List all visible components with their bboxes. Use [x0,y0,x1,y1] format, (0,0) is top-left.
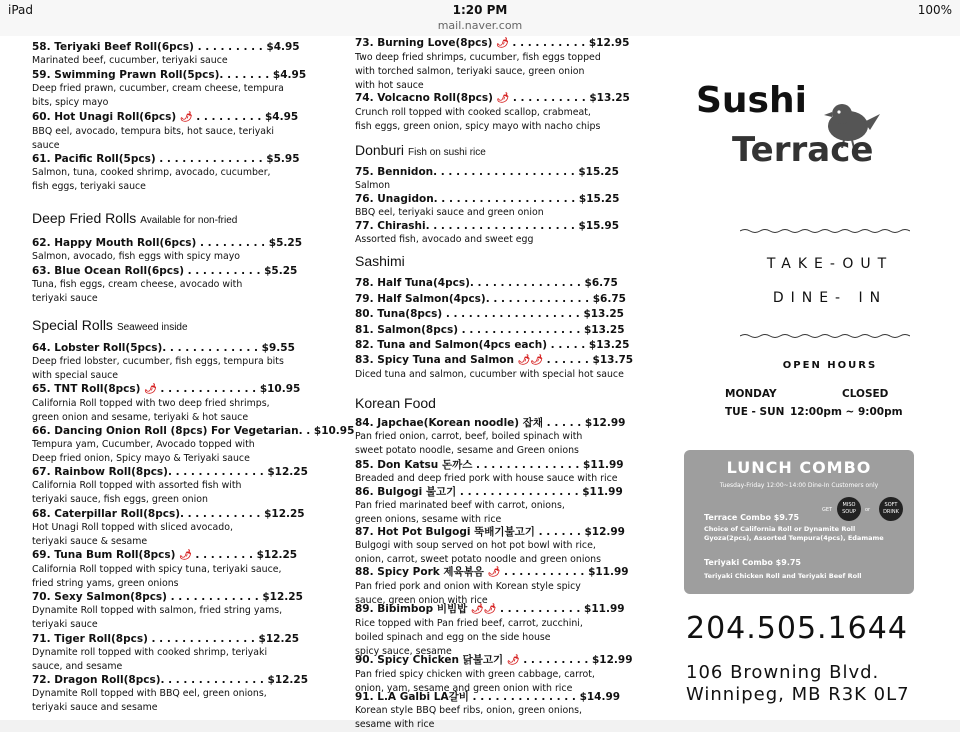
menu-item-title: 74. Volcacno Roll(8pcs) 🌶 . . . . . . . . . . $13.25 [355,92,630,104]
menu-item-title: 77. Chirashi. . . . . . . . . . . . . . . . . . . . $15.95 [355,220,620,232]
menu-item-description: with special sauce [32,370,119,381]
menu-item [355,525,625,567]
menu-item-description: Korean style BBQ beef ribs, onion, green onions, [355,705,583,716]
menu-item-title: 90. Spicy Chicken 닭불고기 🌶 . . . . . . . . . $12.99 [355,654,633,666]
teriyaki-combo-title: Teriyaki Combo $9.75 [704,558,801,567]
menu-item-description: spicy sauce, sesame [355,646,452,657]
menu-item-title: 91. L.A Galbi LA갈비 . . . . . . . . . . . . . . $14.99 [355,691,621,703]
open-hours-title: OPEN HOURS [782,360,878,371]
section-heading [32,317,188,333]
menu-item-description: Dynamite Roll topped with salmon, fried string yams, [32,605,283,616]
menu-item [32,590,303,632]
menu-item-title: 68. Caterpillar Roll(8pcs). . . . . . . . . . . $12.25 [32,508,305,520]
menu-item [32,40,300,68]
menu-item [32,110,298,153]
menu-item-description: Dynamite roll topped with cooked shrimp, teriyaki [32,647,268,658]
menu-item [32,152,300,194]
menu-item [355,192,619,220]
menu-item-description: Assorted fish, avocado and sweet egg [355,234,534,245]
hours-time-monday: CLOSED [842,388,889,400]
dinein-label: DINE- IN [772,290,888,306]
menu-item-description: sauce, green onion with rice [355,595,488,606]
menu-item-description: Crunch roll topped with cooked scallop, crabmeat, [355,107,591,118]
get-label: GET [822,507,833,513]
menu-item-title: 70. Sexy Salmon(8pcs) . . . . . . . . . . . . $12.25 [32,591,303,603]
menu-item [32,465,308,507]
menu-item-title: 79. Half Salmon(4pcs). . . . . . . . . . . . . . $6.75 [355,293,626,305]
logo-text-sushi: Sushi [696,80,807,121]
menu-item-title: 81. Salmon(8pcs) . . . . . . . . . . . . . . . . $13.25 [355,324,625,336]
menu-item-description: California Roll topped with assorted fish with [32,480,242,491]
menu-item-title: 60. Hot Unagi Roll(6pcs) 🌶 . . . . . . . . . $4.95 [32,111,299,123]
menu-item-title: 69. Tuna Bum Roll(8pcs) 🌶 . . . . . . . . $12.25 [32,549,298,561]
menu-item [355,307,624,321]
menu-item-description: Pan fried marinated beef with carrot, onions, [355,500,565,511]
menu-item [355,602,625,659]
section-heading [355,142,486,158]
menu-item-description: BBQ eel, avocado, tempura bits, hot sauce, teriyaki [32,126,275,137]
menu-item-description: fish eggs, green onion, spicy mayo with nacho chips [355,121,601,132]
menu-item-title: 75. Bennidon. . . . . . . . . . . . . . . . . . . $15.25 [355,166,619,178]
menu-item-description: with torched salmon, teriyaki sauce, green onion [355,66,585,77]
menu-item-description: Deep fried prawn, cucumber, cream cheese, tempura [32,83,284,94]
battery-level: 100% [917,3,952,17]
menu-item-title: 66. Dancing Onion Roll (8pcs) For Vegetarian. . $10.95 [32,425,355,437]
section-heading [355,253,409,269]
menu-item-description: Pan fried spicy chicken with green cabbage, carrot, [355,669,595,680]
lunch-combo-title: LUNCH COMBO [726,458,872,477]
menu-item-title: 86. Bulgogi 불고기 . . . . . . . . . . . . . . . . $11.99 [355,486,623,498]
menu-item-title: 65. TNT Roll(8pcs) 🌶 . . . . . . . . . . . . . $10.95 [32,383,301,395]
menu-item-title: 67. Rainbow Roll(8pcs). . . . . . . . . . . . . $12.25 [32,466,308,478]
menu-item-title: 62. Happy Mouth Roll(6pcs) . . . . . . . . . $5.25 [32,237,303,249]
menu-item-title: 87. Hot Pot Bulgogi 뚝배기불고기 . . . . . . $12.99 [355,526,625,538]
menu-item [355,458,624,486]
hours-day-tue-sun: TUE - SUN [725,406,785,418]
menu-item-title: 71. Tiger Roll(8pcs) . . . . . . . . . . . . . . $12.25 [32,633,300,645]
menu-item-description: teriyaki sauce and sesame [32,702,158,713]
menu-item-title: 61. Pacific Roll(5pcs) . . . . . . . . . . . . . . $5.95 [32,153,300,165]
menu-item-description: green onion and sesame, teriyaki & hot sauce [32,412,249,423]
phone-number[interactable]: 204.505.1644 [686,611,908,646]
wave-divider-top [740,228,910,234]
restaurant-info-panel [680,36,960,720]
terrace-combo-title: Terrace Combo $9.75 [704,513,800,522]
menu-item [32,424,354,466]
section-note: Seaweed inside [116,322,188,333]
menu-item-description: Salmon, avocado, fish eggs with spicy mayo [32,251,241,262]
menu-item-description: California Roll topped with two deep fried shrimps, [32,398,270,409]
menu-item-description: Pan fried pork and onion with Korean style spicy [355,581,581,592]
logo-text-terrace: Terrace [732,130,874,170]
menu-item-title: 84. Japchae(Korean noodle) 잡채 . . . . . $12.99 [355,417,626,429]
address-line-1: 106 Browning Blvd. [686,662,880,683]
section-title: Deep Fried Rolls [32,210,137,226]
menu-item-description: Salmon [355,180,391,191]
menu-item [355,91,630,134]
menu-item [355,292,626,306]
device-label: iPad [8,3,34,17]
menu-item-description: Breaded and deep fried pork with house sauce with rice [355,473,618,484]
menu-item-title: 80. Tuna(8pcs) . . . . . . . . . . . . . . . . . . $13.25 [355,308,624,320]
menu-item-description: with hot sauce [355,80,424,91]
menu-item-description: onion, yam, sesame and green onion with rice [355,683,573,694]
menu-item-title: 63. Blue Ocean Roll(6pcs) . . . . . . . . . . $5.25 [32,265,298,277]
menu-item-title: 89. Bibimbop 비빔밥 🌶🌶 . . . . . . . . . . . $11.99 [355,603,625,615]
menu-item-description: Hot Unagi Roll topped with sliced avocado, [32,522,233,533]
menu-item-description: teriyaki sauce, fish eggs, green onion [32,494,208,505]
section-title: Korean Food [355,395,436,411]
menu-item [32,68,306,110]
menu-item-description: California Roll topped with spicy tuna, teriyaki sauce, [32,564,282,575]
section-note: Available for non-fried [140,215,238,226]
menu-item-description: green onions, sesame with rice [355,514,502,525]
menu-item-title: 83. Spicy Tuna and Salmon 🌶🌶 . . . . . . $13.75 [355,354,634,366]
menu-item [355,690,620,732]
menu-item [355,276,618,290]
menu-item-description: Pan fried onion, carrot, beef, boiled spinach with [355,431,583,442]
menu-item-description: Bulgogi with soup served on hot pot bowl with rice, [355,540,596,551]
menu-item [355,36,629,93]
or-label: or [865,507,871,513]
section-title: Sashimi [355,253,405,269]
menu-item-title: 64. Lobster Roll(5pcs). . . . . . . . . . . . . $9.55 [32,342,295,354]
menu-item-description: Tuna, fish eggs, cream cheese, avocado with [32,279,243,290]
menu-item [32,507,305,549]
menu-item-title: 76. Unagidon. . . . . . . . . . . . . . . . . . . $15.25 [355,193,620,205]
address-bar[interactable] [0,18,960,37]
menu-item-description: Deep fried onion, Spicy mayo & Teriyaki sauce [32,453,250,464]
section-heading [32,210,237,226]
menu-item-description: boiled spinach and egg on the side house [355,632,551,643]
menu-item [32,382,300,425]
menu-item-description: teriyaki sauce [32,619,98,630]
menu-item [355,416,625,458]
menu-item [355,485,623,527]
menu-item-description: Marinated beef, cucumber, teriyaki sauce [32,55,228,66]
menu-item-description: onion, carrot, sweet potato noodle and green onions [355,554,602,565]
menu-item-description: BBQ eel, teriyaki sauce and green onion [355,207,544,218]
section-heading [355,395,440,411]
menu-item-description: Tempura yam, Cucumber, Avocado topped with [32,439,255,450]
menu-item [32,632,299,674]
url-text: mail.naver.com [437,19,523,32]
lunch-combo-box [684,450,914,594]
menu-item [355,323,625,337]
menu-item-title: 88. Spicy Pork 제육볶음 🌶 . . . . . . . . . . . $11.99 [355,566,629,578]
menu-item [355,338,629,352]
address-line-2: Winnipeg, MB R3K 0L7 [686,684,910,705]
menu-item-description: Salmon, tuna, cooked shrimp, avocado, cucumber, [32,167,271,178]
menu-item-title: 73. Burning Love(8pcs) 🌶 . . . . . . . . . . $12.95 [355,37,630,49]
menu-item [32,673,308,715]
menu-item-description: teriyaki sauce [32,293,98,304]
section-title: Special Rolls [32,317,113,333]
menu-item [355,219,619,247]
menu-item [355,353,633,382]
terrace-combo-desc-2: Gyoza(2pcs), Assorted Tempura(4pcs), Edamame [704,534,884,542]
teriyaki-combo-desc: Teriyaki Chicken Roll and Teriyaki Beef Roll [704,572,862,580]
menu-item-title: 72. Dragon Roll(8pcs). . . . . . . . . . . . . . $12.25 [32,674,309,686]
menu-item-description: sweet potato noodle, sesame and Green onions [355,445,579,456]
menu-item-description: teriyaki sauce & sesame [32,536,148,547]
menu-item-description: Diced tuna and salmon, cucumber with special hot sauce [355,369,624,380]
hours-time-tue-sun: 12:00pm ~ 9:00pm [790,406,903,418]
menu-item [32,341,295,383]
menu-item-description: sauce [32,140,60,151]
menu-item-title: 85. Don Katsu 돈까스 . . . . . . . . . . . . . . $11.99 [355,459,624,471]
menu-item [32,548,297,591]
menu-item [32,264,297,306]
hours-day-monday: MONDAY [725,388,777,400]
section-note: Fish on sushi rice [408,147,486,158]
menu-item-description: fish eggs, teriyaki sauce [32,181,146,192]
menu-item-title: 82. Tuna and Salmon(4pcs each) . . . . . $13.25 [355,339,630,351]
menu-item-description: Deep fried lobster, cucumber, fish eggs, tempura bits [32,356,284,367]
menu-item [32,236,302,264]
section-title: Donburi [355,142,405,158]
menu-item-description: sauce, and sesame [32,661,123,672]
wave-divider-bottom [740,333,910,339]
menu-item-description: sesame with rice [355,719,435,730]
menu-item-description: bits, spicy mayo [32,97,109,108]
lunch-combo-subtitle: Tuesday-Friday 12:00~14:00 Dine-In Customers only [719,482,879,489]
soft-drink-badge: SOFT DRINK [879,497,903,521]
terrace-combo-desc-1: Choice of California Roll or Dynamite Roll [704,525,856,533]
takeout-label: TAKE-OUT [766,256,894,272]
menu-item-description: Dynamite Roll topped with BBQ eel, green onions, [32,688,267,699]
miso-soup-badge: MISO SOUP [837,497,861,521]
menu-item-description: Rice topped with Pan fried beef, carrot, zucchini, [355,618,583,629]
menu-item-description: Two deep fried shrimps, cucumber, fish eggs topped [355,52,601,63]
menu-item-title: 78. Half Tuna(4pcs). . . . . . . . . . . . . . . $6.75 [355,277,618,289]
menu-item-title: 59. Swimming Prawn Roll(5pcs). . . . . . . $4.95 [32,69,307,81]
ios-status-bar [0,0,960,20]
menu-item-description: fried string yams, green onions [32,578,179,589]
menu-item [355,165,619,193]
menu-item-title: 58. Teriyaki Beef Roll(6pcs) . . . . . . . . . $4.95 [32,41,300,53]
clock: 1:20 PM [452,3,508,17]
